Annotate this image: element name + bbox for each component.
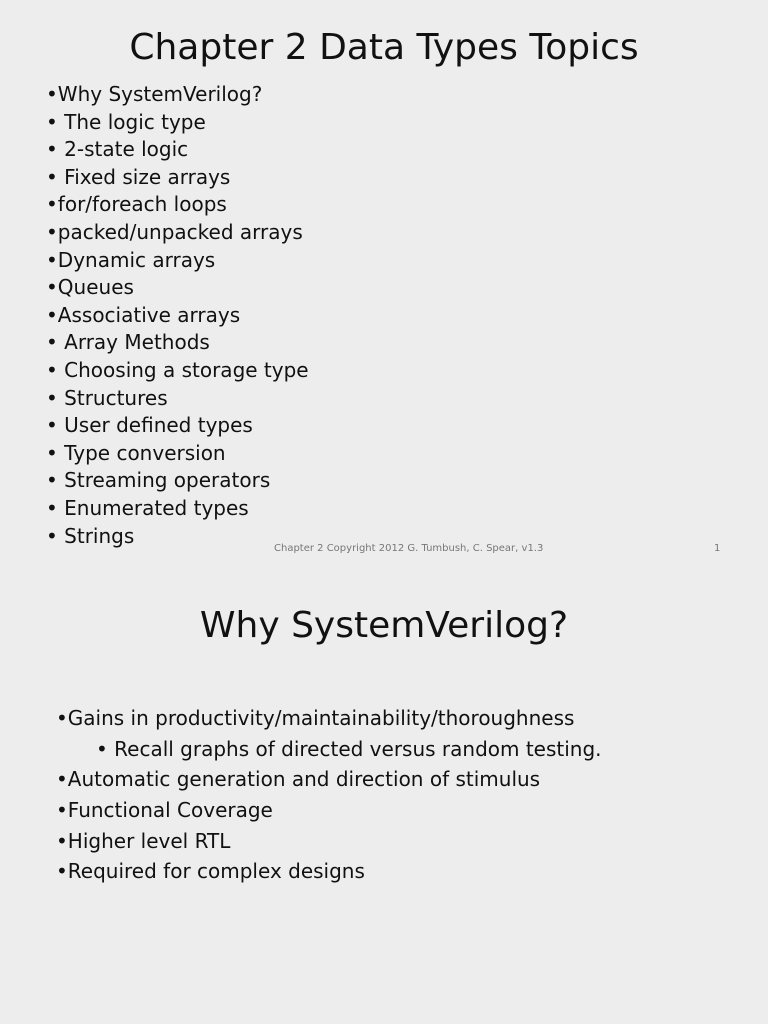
topic-item: • Structures [46,385,168,410]
point-item: •Gains in productivity/maintainability/thoroughness [56,706,575,730]
topic-item: •Queues [46,275,134,300]
topic-item: •Dynamic arrays [46,247,216,272]
topic-item: • Streaming operators [46,468,271,493]
sub-point-item: • Recall graphs of directed versus random testing. [96,736,602,761]
topic-item: • The logic type [46,109,206,134]
topic-item: •Associative arrays [46,302,241,327]
page-number: 1 [714,543,721,554]
topic-list [46,81,309,550]
topic-item: •for/foreach loops [46,192,227,217]
topic-item: •Why SystemVerilog? [46,82,263,106]
topic-item: • Strings [46,523,135,548]
topic-item: • Choosing a storage type [46,357,309,382]
slide-title: Chapter 2 Data Types Topics [129,27,639,68]
topic-item: • Type conversion [46,440,226,465]
point-item: •Higher level RTL [56,828,231,853]
point-item: •Automatic generation and direction of stimulus [56,767,541,792]
point-item: •Functional Coverage [56,798,273,823]
topic-item: • Array Methods [46,330,210,355]
point-item: •Required for complex designs [56,859,365,884]
topic-item: • User defined types [46,413,253,438]
slide-why-systemverilog [0,568,768,1024]
slide-footer: Chapter 2 Copyright 2012 G. Tumbush, C. Spear, v1.3 [274,543,544,554]
topic-item: •packed/unpacked arrays [46,219,303,244]
slide-title: Why SystemVerilog? [199,605,569,646]
point-list [56,703,602,887]
topic-item: • Enumerated types [46,495,249,520]
topic-item: • Fixed size arrays [46,164,231,189]
topic-item: • 2-state logic [46,137,189,162]
